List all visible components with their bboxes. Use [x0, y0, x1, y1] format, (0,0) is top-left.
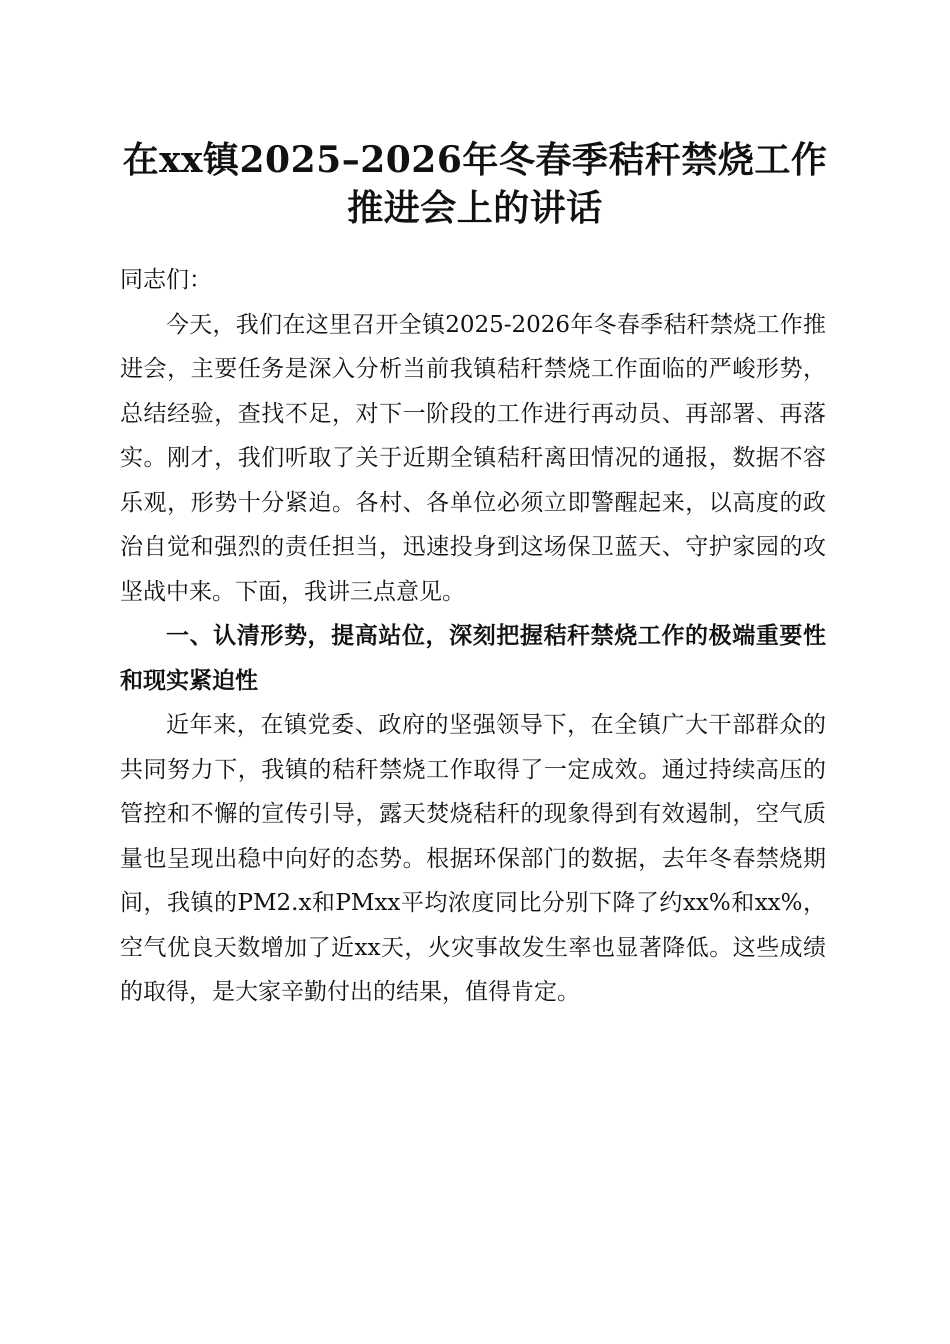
document-body — [120, 258, 826, 1015]
paragraph-intro: 今天，我们在这里召开全镇2025-2026年冬春季秸秆禁烧工作推进会，主要任务是深入分析当前我镇秸秆禁烧工作面临的严峻形势，总结经验，查找不足，对下一阶段的工作进行再动员、再部署、再落实。刚才，我们听取了关于近期全镇秸秆离田情况的通报，数据不容乐观，形势十分紧迫。各村、各单位必须立即警醒起来，以高度的政治自觉和强烈的责任担当，迅速投身到这场保卫蓝天、守护家园的攻坚战中来。下面，我讲三点意见。 — [120, 311, 826, 605]
section-heading-1: 一、认清形势，提高站位，深刻把握秸秆禁烧工作的极端重要性和现实紧迫性 — [120, 623, 826, 694]
salutation: 同志们： — [120, 267, 212, 293]
document-title: 在xx镇2025–2026年冬春季秸秆禁烧工作推进会上的讲话 — [122, 139, 828, 229]
paragraph-achievements: 近年来，在镇党委、政府的坚强领导下，在全镇广大干部群众的共同努力下，我镇的秸秆禁烧工作取得了一定成效。通过持续高压的管控和不懈的宣传引导，露天焚烧秸秆的现象得到有效遏制，空气质量也呈现出稳中向好的态势。根据环保部门的数据，去年冬春禁烧期间，我镇的PM2.x和PMxx平均浓度同比分别下降了约xx%和xx%，空气优良天数增加了近xx天，火灾事故发生率也显著降低。这些成绩的取得，是大家辛勤付出的结果，值得肯定。 — [120, 712, 826, 1005]
